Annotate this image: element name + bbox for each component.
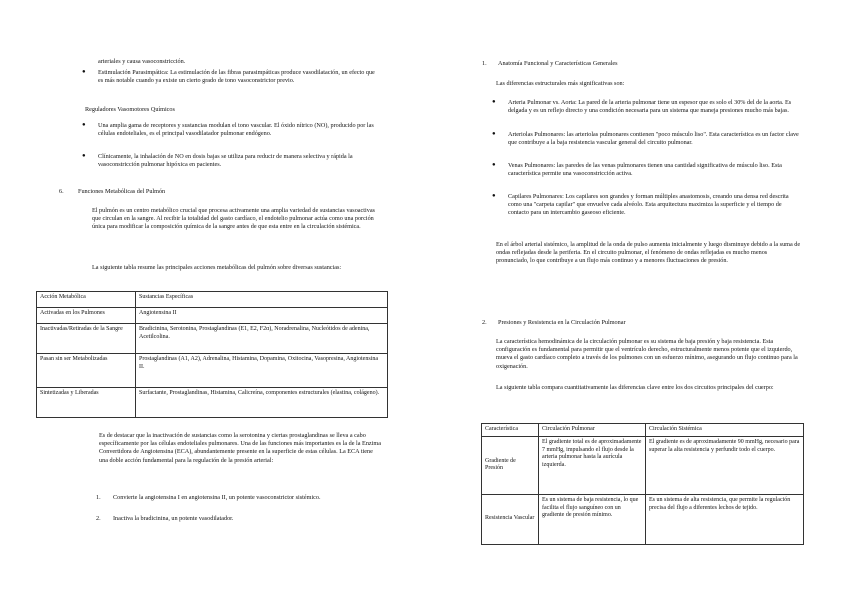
metabolic-actions-table	[36, 291, 388, 418]
bullet-item	[82, 69, 378, 85]
table-cell: Surfactante, Prostaglandinas, Histamina, Calicreína, componentes estructurales (elastina, colágeno).	[136, 388, 388, 418]
table-cell: Gradiente de Presión	[482, 436, 539, 494]
table-header-cell: Característica	[482, 424, 539, 437]
paragraph-metabolic: El pulmón es un centro metabólico crucial que procesa activamente una amplia variedad de sustancias vasoactivas que circulan en la sangre. Al recibir la totalidad del gasto cardíaco, el endotelio pulmonar actúa como una porción única para modificar la composición química de la sangre antes de que esta entre en la circulación sistémica.	[92, 207, 375, 231]
table-cell: El gradiente total es de aproximadamente 7 mmHg, impulsando el flujo desde la arteria pulmonar hasta la aurícula izquierda.	[539, 436, 646, 494]
bullet-dot-icon: ●	[492, 162, 496, 168]
bullet-item	[492, 131, 803, 147]
circulation-comparison-table	[481, 423, 804, 545]
bullet-item	[82, 153, 378, 169]
table-header-cell: Sustancias Específicas	[136, 292, 388, 308]
bullet-item	[492, 193, 803, 218]
paragraph-inactivation: Es de destacar que la inactivación de sustancias como la serotonina y ciertas prostaglandinas se lleva a cabo específicamente por las células endoteliales pulmonares. Una de las funciones más importantes es la de la Enzima Convertidora de Angiotensina (ECA), abundantemente presente en la superficie de estas células. La ECA tiene una doble acción fundamental para la regulación de la presión arterial:	[99, 432, 381, 464]
section-heading-pressures: Presiones y Resistencia en la Circulación Pulmonar	[498, 319, 626, 326]
table-cell: Activadas en los Pulmones	[37, 308, 136, 324]
table-cell: Es un sistema de alta resistencia, que permite la regulación precisa del flujo a diferentes lechos de tejido.	[646, 494, 804, 544]
subheading-chemical-regulators: Reguladores Vasomotores Químicos	[85, 106, 175, 113]
table-cell: Es un sistema de baja resistencia, lo que facilita el flujo sanguíneo con un gradiente de presión mínimo.	[539, 494, 646, 544]
table-header-row	[37, 292, 388, 308]
section-number: 1.	[482, 60, 487, 67]
bullet-dot-icon: ●	[492, 131, 496, 137]
table-cell: Prostaglandinas (A1, A2), Adrenalina, Histamina, Dopamina, Oxitocina, Vasopresina, Angiotensina II.	[136, 354, 388, 388]
table-cell: Sintetizadas y Liberadas	[37, 388, 136, 418]
paragraph-hemodynamics: La característica hemodinámica de la circulación pulmonar es su sistema de baja presión y baja resistencia. Esta configuración es fundamental para permitir que el ventrículo derecho, estructuralmente menos potente que el izquierdo, mueva el gasto cardíaco completo a través de los pulmones con un esfuerzo mínimo, asegurando un flujo continuo para la oxigenación.	[496, 338, 798, 370]
bullet-dot-icon: ●	[82, 122, 86, 128]
table-row	[37, 388, 388, 418]
bullet-dot-icon: ●	[492, 193, 496, 199]
table-row	[37, 354, 388, 388]
bullet-item	[82, 122, 378, 138]
table-row	[37, 308, 388, 324]
bullet-item	[492, 99, 803, 115]
section-heading-metabolic: Funciones Metabólicas del Pulmón	[78, 188, 166, 195]
bullet-text: Arteriolas Pulmonares: las arteriolas pulmonares contienen "poco músculo liso". Esta característica es un factor clave que contribuye a la baja resistencia vascular general del circuito pulmonar.	[508, 131, 799, 147]
paragraph-struct-intro: Las diferencias estructurales más significativas son:	[496, 80, 625, 87]
paragraph-pulse-wave: En el árbol arterial sistémico, la amplitud de la onda de pulso aumenta inicialmente y luego disminuye debido a la suma de ondas reflejadas desde la periferia. En el circuito pulmonar, el fenómeno de ondas reflejadas es mucho menos pronunciado, lo que contribuye a un flujo más continuo y a menores fluctuaciones de presión.	[496, 241, 801, 265]
bullet-item	[492, 162, 803, 178]
table-row	[482, 494, 804, 544]
list-number: 1.	[96, 494, 101, 501]
bullet-text: Una amplia gama de receptores y sustancias modulan el tono vascular. El óxido nítrico (NO), producido por las células endoteliales, es el principal vasodilatador pulmonar endógeno.	[98, 122, 374, 138]
section-number: 6.	[59, 188, 64, 195]
table-cell: El gradiente es de aproximadamente 90 mmHg, necesario para superar la alta resistencia y perfundir todo el cuerpo.	[646, 436, 804, 494]
paragraph-table-intro: La siguiente tabla resume las principales acciones metabólicas del pulmón sobre diversas sustancias:	[92, 264, 342, 271]
bullet-text: Clínicamente, la inhalación de NO en dosis bajas se utiliza para reducir de manera selectiva y rápida la vasoconstricción pulmonar hipóxica en pacientes.	[98, 153, 353, 169]
table-row	[482, 436, 804, 494]
list-item: Convierte la angiotensina I en angiotensina II, un potente vasoconstrictor sistémico.	[113, 494, 321, 501]
list-number: 2.	[96, 515, 101, 522]
bullet-text: Estimulación Parasimpática: La estimulación de las fibras parasimpáticas produce vasodilatación, un efecto que es más notable cuando ya existe un cierto grado de tono vasoconstrictor previo.	[98, 69, 375, 85]
table-header-cell: Acción Metabólica	[37, 292, 136, 308]
bullet-text: Capilares Pulmonares: Los capilares son grandes y forman múltiples anastomosis, creando una densa red descrita como una "carpeta capilar" que envuelve cada alvéolo. Esta arquitectura maximiza la superficie y el tiempo de contacto para un intercambio gaseoso eficiente.	[508, 193, 789, 217]
table-cell: Inactivadas/Retiradas de la Sangre	[37, 324, 136, 354]
paragraph-compare-intro: La siguiente tabla compara cuantitativamente las diferencias clave entre los dos circuitos principales del cuerpo:	[496, 384, 774, 391]
table-header-cell: Circulación Sistémica	[646, 424, 804, 437]
table-cell: Pasan sin ser Metabolizadas	[37, 354, 136, 388]
table-cell: Bradicinina, Serotonina, Prostaglandinas (E1, E2, F2α), Noradrenalina, Nucleótidos de adenina, Acetilcolina.	[136, 324, 388, 354]
bullet-text: Arteria Pulmonar vs. Aorta: La pared de la arteria pulmonar tiene un espesor que es solo el 30% del de la aorta. Es delgada y es un reflejo directo y una condición necesaria para un sistema que maneja presiones mucho más bajas.	[508, 99, 792, 115]
continuation-line: arteriales y causa vasoconstricción.	[98, 58, 186, 65]
section-heading-anatomy: Anatomía Funcional y Características Generales	[498, 60, 618, 67]
bullet-dot-icon: ●	[492, 99, 496, 105]
table-header-cell: Circulación Pulmonar	[539, 424, 646, 437]
bullet-dot-icon: ●	[82, 153, 86, 159]
table-header-row	[482, 424, 804, 437]
bullet-dot-icon: ●	[82, 69, 86, 75]
bullet-text: Venas Pulmonares: las paredes de las venas pulmonares tienen una cantidad significativa de músculo liso. Esta característica permite una vasoconstricción activa.	[508, 162, 782, 178]
table-row	[37, 324, 388, 354]
list-item: Inactiva la bradicinina, un potente vasodilatador.	[113, 515, 234, 522]
table-cell: Angiotensina II	[136, 308, 388, 324]
table-cell: Resistencia Vascular	[482, 494, 539, 544]
section-number: 2.	[482, 319, 487, 326]
